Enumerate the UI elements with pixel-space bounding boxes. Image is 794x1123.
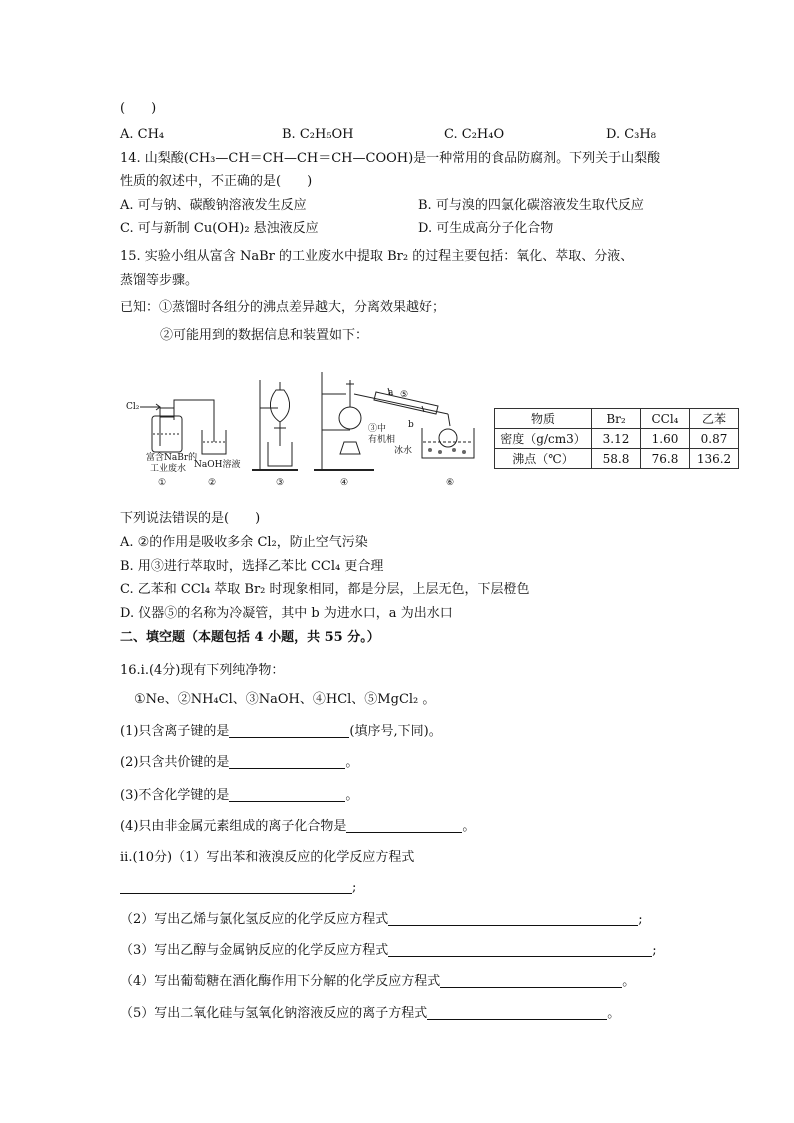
q16-part3 (120, 786, 358, 806)
bottle-label-2: 工业废水 (150, 464, 187, 474)
table-header-cell: 乙苯 (690, 409, 739, 429)
q16-ii-part2-label: （2）写出乙烯与氯化氢反应的化学反应方程式 (120, 912, 389, 927)
ice-chunk (462, 450, 466, 454)
port-b-label: b (408, 420, 414, 430)
receiving-flask (439, 429, 457, 447)
q16-items: ①Ne、②NH₄Cl、③NaOH、④HCl、⑤MgCl₂ 。 (134, 692, 436, 707)
data-table (494, 408, 739, 469)
q15-stem-line2: 蒸馏等步骤。 (120, 273, 199, 288)
table-cell: 76.8 (641, 449, 690, 469)
adapter (448, 414, 450, 426)
q15-option-c: C. 乙苯和 CCl₄ 萃取 Br₂ 时现象相同，都是分层，上层无色，下层橙色 (120, 582, 530, 597)
q15-option-a: A. ②的作用是吸收多余 Cl₂，防止空气污染 (120, 535, 368, 550)
apparatus-number-2: ② (208, 478, 217, 488)
table-cell: 3.12 (592, 429, 641, 449)
answer-blank-9[interactable] (427, 1005, 607, 1020)
answer-blank-4[interactable] (346, 818, 462, 833)
q16-ii-part4-period: 。 (622, 974, 636, 989)
q15-option-b: B. 用③进行萃取时，选择乙苯比 CCl₄ 更合理 (120, 559, 384, 574)
beaker-label: NaOH溶液 (194, 460, 241, 470)
q13-option-c: C. C₂H₄O (444, 127, 505, 142)
answer-blank-3[interactable] (229, 787, 345, 802)
q14-stem-line2: 性质的叙述中，不正确的是( ) (120, 174, 313, 189)
q16-ii-part5-period: 。 (607, 1006, 621, 1021)
table-row (495, 449, 739, 469)
apparatus-number-3: ③ (276, 478, 285, 488)
q16-part1-label: (1)只含离子键的是 (120, 724, 230, 739)
table-header-row (495, 409, 739, 429)
table-row (495, 429, 739, 449)
ice-chunk (452, 448, 456, 452)
bottle-label-1: 富含NaBr的 (146, 453, 198, 463)
connecting-tube (174, 400, 214, 442)
table-cell: 58.8 (592, 449, 641, 469)
table-header-cell: Br₂ (592, 409, 641, 429)
table-header-cell: 物质 (495, 409, 592, 429)
apparatus-number-1: ① (158, 478, 167, 488)
q14-option-b: B. 可与溴的四氯化碳溶液发生取代反应 (418, 198, 644, 213)
cl2-label: Cl₂ (126, 402, 140, 412)
q15-known-1: 已知：①蒸馏时各组分的沸点差异越大，分离效果越好； (120, 300, 446, 315)
ice-chunk (438, 450, 442, 454)
q16-part2 (120, 753, 358, 773)
separatory-funnel (270, 390, 289, 422)
q15-question: 下列说法错误的是( ) (120, 511, 261, 526)
answer-blank-7[interactable] (388, 942, 652, 957)
ice-bath (422, 428, 474, 458)
ice-chunk (428, 448, 432, 452)
q16-ii-part4-label: （4）写出葡萄糖在酒化酶作用下分解的化学反应方程式 (120, 974, 441, 989)
table-cell: 1.60 (641, 429, 690, 449)
q15-option-d: D. 仪器⑤的名称为冷凝管，其中 b 为进水口，a 为出水口 (120, 606, 453, 621)
q15-known-2: ②可能用到的数据信息和装置如下： (160, 328, 369, 343)
table-cell: 136.2 (690, 449, 739, 469)
table-cell: 0.87 (690, 429, 739, 449)
q13-option-d: D. C₃H₈ (606, 127, 656, 142)
answer-blank-2[interactable] (229, 754, 345, 769)
q16-part1 (120, 722, 442, 742)
q16-head: 16.i.(4分)现有下列纯净物： (120, 663, 285, 678)
q16-part3-period: 。 (345, 788, 359, 803)
q16-part4 (120, 817, 475, 837)
alcohol-lamp (340, 442, 360, 454)
distilling-flask (339, 407, 361, 429)
answer-blank-1[interactable] (229, 723, 349, 738)
table-cell: 沸点（℃） (495, 449, 592, 469)
q16-ii-part3-semicolon: ; (652, 943, 657, 958)
q15-stem-line1: 15. 实验小组从富含 NaBr 的工业废水中提取 Br₂ 的过程主要包括：氧化、萃取、分液、 (120, 249, 634, 264)
q14-option-c: C. 可与新制 Cu(OH)₂ 悬浊液反应 (120, 221, 319, 236)
port-a-label: a (388, 388, 394, 398)
q14-stem-line1: 14. 山梨酸(CH₃—CH＝CH—CH＝CH—COOH)是一种常用的食品防腐剂。下列关于山梨酸 (120, 151, 661, 166)
q16-ii-part1-answer (120, 878, 356, 898)
q16-ii-part5 (120, 1004, 620, 1024)
table-cell: 密度（g/cm3） (495, 429, 592, 449)
q16-part2-period: 。 (345, 755, 359, 770)
q16-part2-label: (2)只含共价键的是 (120, 755, 230, 770)
q14-option-a: A. 可与钠、碳酸钠溶液发生反应 (120, 198, 307, 213)
apparatus-number-6: ⑥ (446, 478, 455, 488)
q13-stem-tail: ( ) (120, 101, 157, 116)
organic-phase-label-1: ③中 (368, 424, 387, 434)
organic-phase-label-2: 有机相 (368, 435, 396, 445)
q16-ii-part2-semicolon: ; (638, 912, 643, 927)
q16-part3-label: (3)不含化学键的是 (120, 788, 230, 803)
q16-part1-tail: (填序号,下同)。 (349, 724, 442, 739)
q16-part4-label: (4)只由非金属元素组成的离子化合物是 (120, 819, 347, 834)
apparatus-number-4: ④ (340, 478, 349, 488)
table-header-cell: CCl₄ (641, 409, 690, 429)
ice-water-label: 冰水 (394, 446, 413, 456)
q16-ii-part4 (120, 972, 635, 992)
q16-ii-part5-label: （5）写出二氧化硅与氢氧化钠溶液反应的离子方程式 (120, 1006, 428, 1021)
answer-blank-6[interactable] (388, 911, 638, 926)
q13-option-a: A. CH₄ (120, 127, 165, 142)
q16-part4-period: 。 (462, 819, 476, 834)
q14-option-d: D. 可生成高分子化合物 (418, 221, 554, 236)
q16-ii-part2 (120, 910, 643, 930)
q16-ii-part1-semicolon: ; (352, 880, 357, 895)
apparatus-number-5: ⑤ (400, 390, 409, 400)
q13-option-b: B. C₂H₅OH (282, 127, 354, 142)
answer-blank-8[interactable] (440, 973, 622, 988)
q16-ii-part3 (120, 941, 657, 961)
section-2-title: 二、填空题（本题包括 4 小题，共 55 分。） (120, 630, 380, 645)
q16-ii-head: ii.(10分)（1）写出苯和液溴反应的化学反应方程式 (120, 850, 415, 865)
answer-blank-5[interactable] (120, 879, 352, 894)
q16-ii-part3-label: （3）写出乙醇与金属钠反应的化学反应方程式 (120, 943, 389, 958)
